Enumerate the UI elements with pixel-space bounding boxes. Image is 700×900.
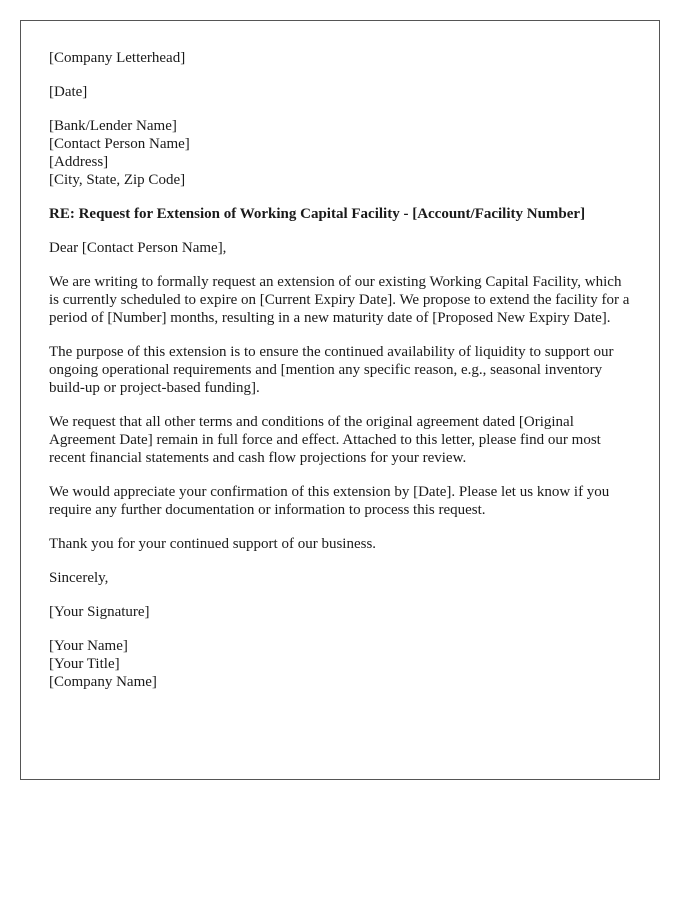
sender-block — [49, 637, 631, 691]
body-paragraph-thanks: Thank you for your continued support of our business. — [49, 536, 377, 552]
recipient-contact: [Contact Person Name] — [49, 136, 190, 152]
body-paragraph-confirmation: We would appreciate your confirmation of this extension by [Date]. Please let us know if you require any further documentation or information to process this request. — [49, 484, 610, 518]
subject-line: RE: Request for Extension of Working Capital Facility - [Account/Facility Number] — [49, 206, 586, 222]
sender-title: [Your Title] — [49, 656, 120, 672]
body-paragraph-extension-request: We are writing to formally request an extension of our existing Working Capital Facility, which is currently scheduled to expire on [Current Expiry Date]. We propose to extend the facility for a period of [Number] months, resulting in a new maturity date of [Proposed New Expiry Date]. — [49, 274, 630, 326]
sender-name: [Your Name] — [49, 638, 128, 654]
recipient-city: [City, State, Zip Code] — [49, 172, 186, 188]
recipient-address-block — [49, 117, 631, 189]
body-paragraph-purpose: The purpose of this extension is to ensure the continued availability of liquidity to support our ongoing operational requirements and [mention any specific reason, e.g., seasonal inventory build-up or project-based funding]. — [49, 344, 614, 396]
letter-page — [20, 20, 660, 780]
recipient-bank: [Bank/Lender Name] — [49, 118, 177, 134]
recipient-address: [Address] — [49, 154, 109, 170]
letterhead: [Company Letterhead] — [49, 50, 186, 66]
signature: [Your Signature] — [49, 604, 150, 620]
salutation: Dear [Contact Person Name], — [49, 240, 227, 256]
letter-date: [Date] — [49, 84, 88, 100]
closing: Sincerely, — [49, 570, 109, 586]
sender-company: [Company Name] — [49, 674, 157, 690]
body-paragraph-terms: We request that all other terms and conditions of the original agreement dated [Original Agreement Date] remain in full force and effect. Attached to this letter, please find our most recent financial statements and cash flow projections for your review. — [49, 414, 601, 466]
